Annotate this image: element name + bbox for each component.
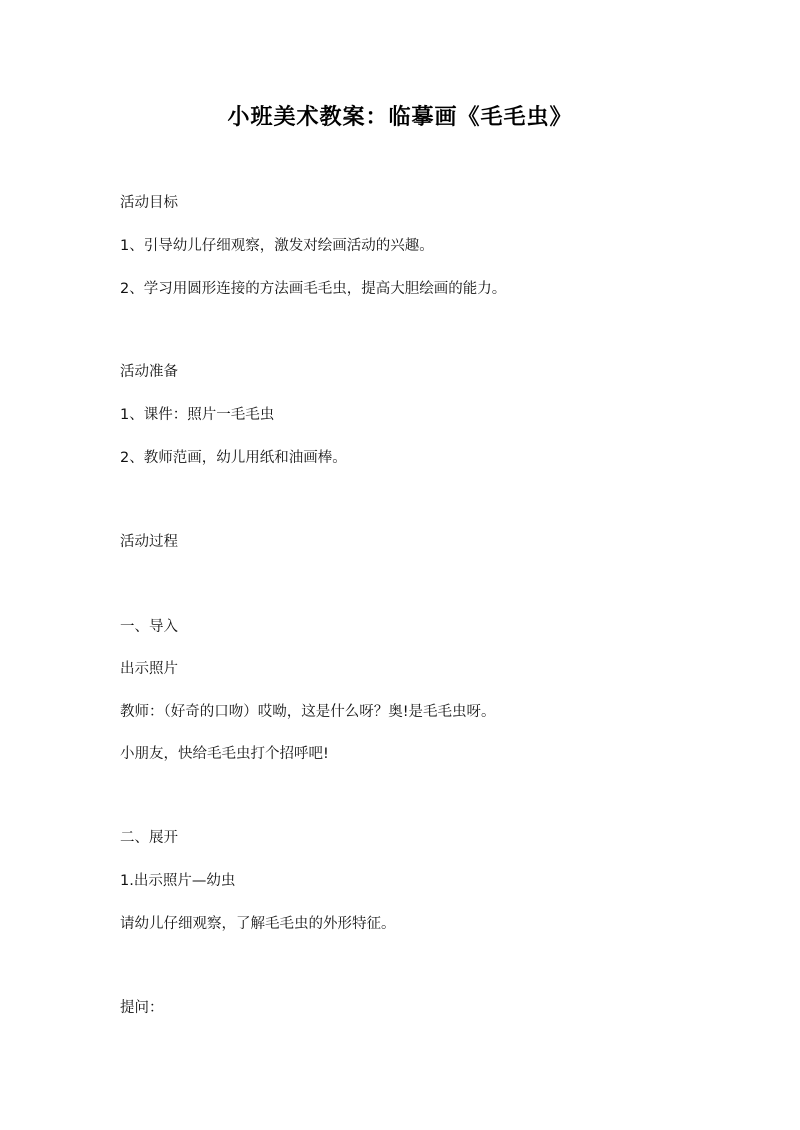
intro-line: 教师：（好奇的口吻）哎呦，这是什么呀？奥!是毛毛虫呀。 <box>120 704 496 720</box>
document-title: 小班美术教案：临摹画《毛毛虫》 <box>227 104 573 130</box>
intro-line: 小朋友，快给毛毛虫打个招呼吧! <box>120 746 329 762</box>
develop-line: 1.出示照片—幼虫 <box>120 873 236 889</box>
section-heading-process: 活动过程 <box>120 534 178 550</box>
section-heading-intro: 一、导入 <box>120 619 178 635</box>
section-heading-develop: 二、展开 <box>120 830 178 846</box>
prep-item: 1、课件：照片一毛毛虫 <box>120 407 275 423</box>
prep-item: 2、教师范画，幼儿用纸和油画棒。 <box>120 450 347 466</box>
intro-line: 出示照片 <box>120 661 178 677</box>
goal-item: 1、引导幼儿仔细观察，激发对绘画活动的兴趣。 <box>120 238 434 254</box>
develop-line: 请幼儿仔细观察，了解毛毛虫的外形特征。 <box>120 916 396 932</box>
section-heading-prep: 活动准备 <box>120 364 178 380</box>
section-heading-goals: 活动目标 <box>120 195 178 211</box>
section-heading-question: 提问： <box>120 1000 164 1016</box>
goal-item: 2、学习用圆形连接的方法画毛毛虫，提高大胆绘画的能力。 <box>120 281 507 297</box>
